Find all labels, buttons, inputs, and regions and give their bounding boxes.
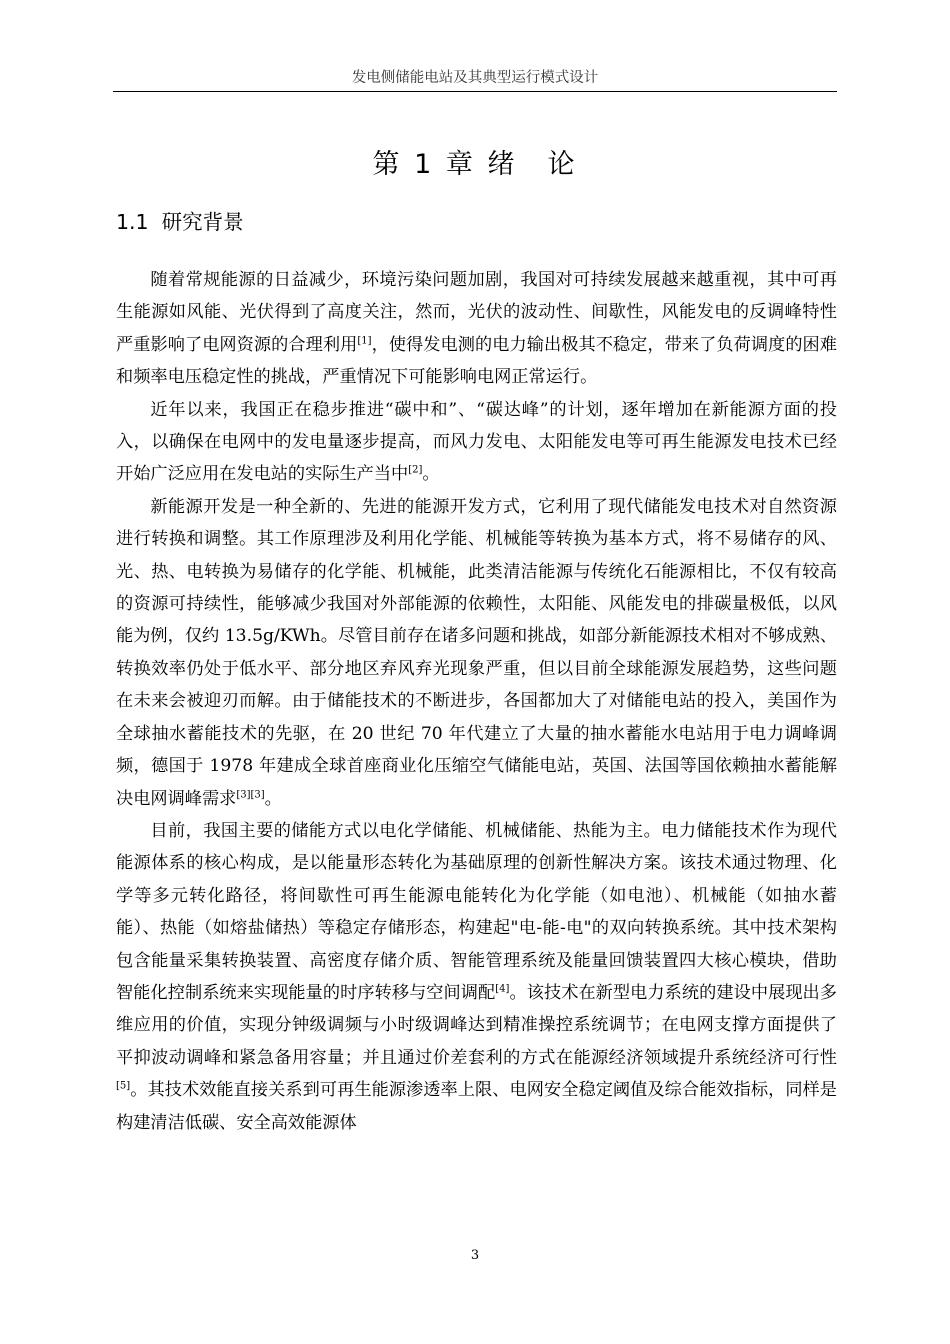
section-title: 研究背景: [161, 210, 244, 234]
paragraph-3: 新能源开发是一种全新的、先进的能源开发方式，它利用了现代储能发电技术对自然资源进行转换和调整。其工作原理涉及利用化学能、机械能等转换为基本方式，将不易储存的风、光、热、电转换为易储存的化学能、机械能，此类清洁能源与传统化石能源相比，不仅有较高的资源可持续性，能够减少我国对外部能源的依赖性，太阳能、风能发电的排碳量极低，以风能为例，仅约 13.5g/KWh。尽管目前存在诸多问题和挑战，如部分新能源技术相对不够成熟、转换效率仍处于低水平、部分地区弃风弃光现象严重，但以目前全球能源发展趋势，这些问题在未来会被迎刃而解。由于储能技术的不断进步，各国都加大了对储能电站的投入，美国作为全球抽水蓄能技术的先驱，在 20 世纪 70 年代建立了大量的抽水蓄能水电站用于电力调峰调频，德国于 1978 年建成全球首座商业化压缩空气储能电站，英国、法国等国依赖抽水蓄能解决电网调峰需求[3][3]。: [116, 496, 837, 809]
paragraph-1: 随着常规能源的日益减少，环境污染问题加剧，我国对可持续发展越来越重视，其中可再生能源如风能、光伏得到了高度关注，然而，光伏的波动性、间歇性，风能发电的反调峰特性严重影响了电网资源的合理利用[1]，使得发电测的电力输出极其不稳定，带来了负荷调度的困难和频率电压稳定性的挑战，严重情况下可能影响电网正常运行。: [116, 270, 837, 388]
running-header: 发电侧储能电站及其典型运行模式设计: [113, 66, 837, 92]
citation: [3][3]: [236, 788, 265, 800]
body-text: [116, 264, 837, 1139]
section-heading: [116, 205, 244, 235]
paragraph-2: 近年以来，我国正在稳步推进“碳中和”、“碳达峰”的计划，逐年增加在新能源方面的投入，以确保在电网中的发电量逐步提高，而风力发电、太阳能发电等可再生能源发电技术已经开始广泛应用在发电站的实际生产当中[2]。: [116, 399, 837, 485]
citation: [2]: [408, 464, 423, 476]
citation: [5]: [116, 1080, 131, 1092]
section-number: 1.1: [116, 210, 149, 234]
citation: [1]: [357, 335, 372, 347]
page-number: 3: [470, 1248, 480, 1263]
paragraph-4: 目前，我国主要的储能方式以电化学储能、机械储能、热能为主。电力储能技术作为现代能源体系的核心构成，是以能量形态转化为基础原理的创新性解决方案。该技术通过物理、化学等多元转化路径，将间歇性可再生能源电能转化为化学能（如电池）、机械能（如抽水蓄能）、热能（如熔盐储热）等稳定存储形态，构建起"电-能-电"的双向转换系统。其中技术架构包含能量采集转换装置、高密度存储介质、智能管理系统及能量回馈装置四大核心模块，借助智能化控制系统来实现能量的时序转移与空间调配[4]。该技术在新型电力系统的建设中展现出多维应用的价值，实现分钟级调频与小时级调峰达到精准操控系统调节；在电网支撑方面提供了平抑波动调峰和紧急备用容量；并且通过价差套利的方式在能源经济领域提升系统经济可行性[5]。其技术效能直接关系到可再生能源渗透率上限、电网安全稳定阈值及综合能效指标，同样是构建清洁低碳、安全高效能源体: [116, 820, 837, 1133]
citation: [4]: [495, 983, 510, 995]
chapter-title: 第 1 章 绪 论: [372, 149, 578, 180]
